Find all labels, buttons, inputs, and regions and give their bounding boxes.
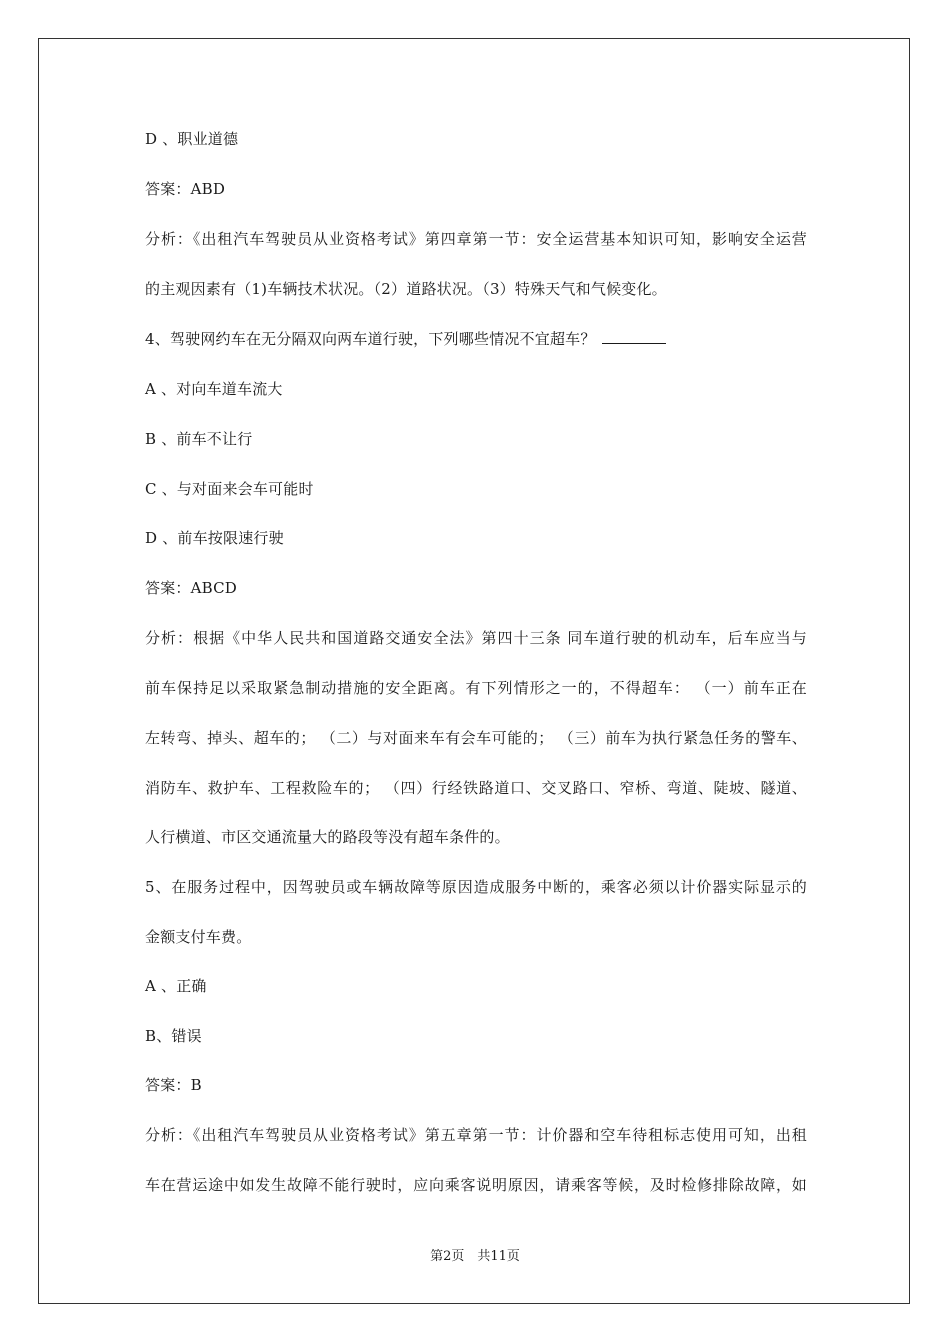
option-a-q4: A 、对向车道车流大	[145, 380, 283, 398]
analysis-q3-line1: 分析：《出租汽车驾驶员从业资格考试》第四章第一节：安全运营基本知识可知，影响安全运营	[145, 230, 807, 248]
answer-q4: 答案：ABCD	[145, 579, 238, 597]
option-b-q5: B、错误	[145, 1027, 202, 1045]
analysis-q3-line2: 的主观因素有（1)车辆技术状况。（2）道路状况。（3）特殊天气和气候变化。	[145, 280, 667, 298]
answer-q5: 答案：B	[145, 1076, 202, 1094]
question-5-line2: 金额支付车费。	[145, 928, 252, 946]
analysis-q5-line2: 车在营运途中如发生故障不能行驶时，应向乘客说明原因，请乘客等候，及时检修排除故障，如	[145, 1176, 807, 1194]
option-c-q4: C 、与对面来会车可能时	[145, 480, 314, 498]
option-d-q3: D 、职业道德	[145, 130, 239, 148]
page-footer: 第2页 共11页	[430, 1249, 520, 1264]
question-4	[145, 328, 666, 350]
analysis-q4-line1: 分析：根据《中华人民共和国道路交通安全法》第四十三条 同车道行驶的机动车，后车应当与	[145, 629, 807, 647]
option-b-q4: B 、前车不让行	[145, 430, 253, 448]
analysis-q4-line2: 前车保持足以采取紧急制动措施的安全距离。有下列情形之一的，不得超车： （一）前车正在	[145, 679, 807, 697]
answer-q3: 答案：ABD	[145, 180, 226, 198]
analysis-q4-line4: 消防车、救护车、工程救险车的； （四）行经铁路道口、交叉路口、窄桥、弯道、陡坡、隧道、	[145, 779, 807, 797]
analysis-q5-line1: 分析：《出租汽车驾驶员从业资格考试》第五章第一节：计价器和空车待租标志使用可知，出租	[145, 1126, 807, 1144]
analysis-q4-line3: 左转弯、掉头、超车的； （二）与对面来车有会车可能的； （三）前车为执行紧急任务的警车、	[145, 729, 807, 747]
option-a-q5: A 、正确	[145, 977, 207, 995]
question-4-text: 4、驾驶网约车在无分隔双向两车道行驶，下列哪些情况不宜超车？	[145, 330, 596, 348]
analysis-q4-line5: 人行横道、市区交通流量大的路段等没有超车条件的。	[145, 828, 510, 846]
answer-blank	[602, 329, 666, 344]
question-5-line1: 5、在服务过程中，因驾驶员或车辆故障等原因造成服务中断的，乘客必须以计价器实际显示的	[145, 878, 807, 896]
option-d-q4: D 、前车按限速行驶	[145, 529, 284, 547]
